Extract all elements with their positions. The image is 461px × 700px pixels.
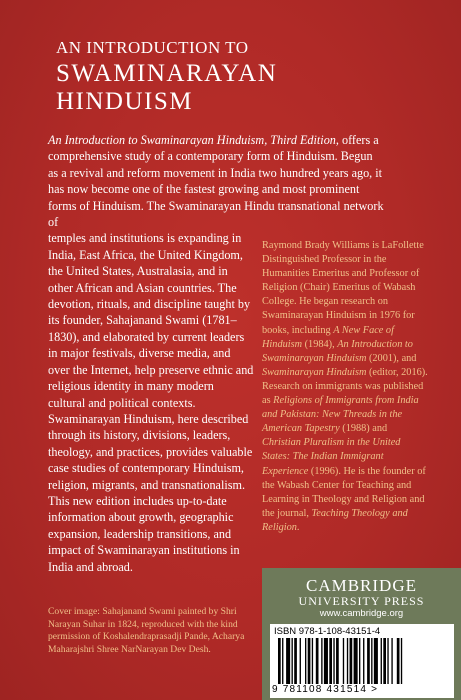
bio-text: Raymond Brady Williams is LaFollette Distinguished Professor in the Humanities Emeritus and Professor of Religion (Chair) Emeritus of Wabash College. He began research on Swaminarayan Hinduism in 1976 for books, including [262, 240, 424, 336]
barcode-panel [270, 624, 454, 698]
bio-text: (1996). He is the founder of the Wabash Center for Teaching and Learning in Theology and Religion and the journal, [262, 465, 426, 519]
barcode-bar [374, 638, 378, 684]
bio-book-title: Swaminarayan Hinduism [262, 366, 367, 378]
bio-text: . [296, 521, 300, 533]
barcode-bar [347, 638, 348, 684]
barcode-icon [278, 638, 448, 684]
barcode-bar [294, 638, 297, 684]
barcode-bar [401, 638, 402, 684]
title-line-3: HINDUISM [56, 88, 193, 115]
barcode-digits: 9 781108 431514 > [272, 684, 379, 695]
barcode-bar [359, 638, 360, 684]
barcode-bar [333, 638, 334, 684]
bio-text: (1984), [302, 338, 338, 350]
barcode-bar [312, 638, 313, 684]
barcode-bar [278, 638, 281, 684]
isbn-label: ISBN 978-1-108-43151-4 [274, 626, 381, 637]
barcode-bar [397, 638, 400, 684]
barcode-bar [300, 638, 301, 684]
barcode-bar [371, 638, 372, 684]
barcode-bar [329, 638, 332, 684]
barcode-bar [343, 638, 344, 684]
barcode-bar [305, 638, 306, 684]
barcode-bar [387, 638, 388, 684]
bio-book-title: An Introduction to Swaminarayan Hinduism [262, 338, 413, 364]
barcode-bar [308, 638, 311, 684]
barcode-bar [292, 638, 293, 684]
bio-journal-title: Teaching Theology and Religion [262, 507, 408, 533]
publisher-box [262, 568, 461, 700]
bio-book-title: Christian Pluralism in the United States: The Indian Immigrant Experience [262, 437, 401, 477]
barcode-bar [391, 638, 392, 684]
title-line-2: SWAMINARAYAN [56, 60, 278, 87]
publisher-press: UNIVERSITY PRESS [298, 594, 425, 608]
barcode-bar [286, 638, 290, 684]
bio-text: (2001), and [366, 352, 417, 364]
bio-text: (1988) and [339, 423, 388, 435]
barcode-bar [316, 638, 319, 684]
bio-text: (editor, 2016). Research on immigrants was published as [262, 366, 428, 407]
bio-book-title: A New Face of Hinduism [262, 324, 394, 350]
barcode-bar [336, 638, 339, 684]
cover-image-credit: Cover image: Sahajanand Swami painted by Shri Narayan Suhar in 1824, reproduced with the kind permission of Koshalendraprasadji Pande, Acharya Maharajshri Shree NarNarayan Dev Desh. [48, 606, 245, 655]
barcode-bar [354, 638, 358, 684]
publisher-url: www.cambridge.org [319, 608, 404, 619]
description-part-2: temples and institutions is expanding in India, East Africa, the United Kingdom, the United States, Australasia, and in other African and Asian countries. The devotion, rituals, and discipline taught by its founder, Sahajanand Swami (1781–1830), and elaborated by current leaders in major festivals, diverse media, and over the Internet, help preserve ethnic and religious identity in many modern cultural and political contexts. Swaminarayan Hinduism, here described through its history, divisions, leaders, theology, and practices, provides valuable case studies of contemporary Hinduism, religion, migrants, and transnationalism. This new edition includes up-to-date information about growth, geographic expansion, leadership transitions, and impact of Swaminarayan institutions in India and abroad. [48, 231, 254, 574]
description-part-1: offers a comprehensive study of a contemporary form of Hinduism. Begun as a revival and reform movement in India two hundred years ago, it has now become one of the fastest growing and most prominent forms of Hinduism. The Swaminarayan Hindu transnational network of [48, 133, 384, 230]
barcode-bar [363, 638, 364, 684]
bio-book-title: Religions of Immigrants from India and Pakistan: New Threads in the American Tapestry [262, 395, 419, 435]
barcode-bar [367, 638, 370, 684]
barcode-bar [321, 638, 322, 684]
barcode-bar [324, 638, 328, 684]
author-bio [262, 239, 428, 535]
book-title [56, 38, 277, 116]
description-lead: An Introduction to Swaminarayan Hinduism, Third Edition, [48, 133, 339, 147]
title-line-1: AN INTRODUCTION TO [56, 38, 249, 57]
barcode-bar [383, 638, 386, 684]
barcode-bar [350, 638, 353, 684]
publisher-name: CAMBRIDGE [305, 576, 417, 595]
barcode-bar [282, 638, 283, 684]
barcode-bar [381, 638, 382, 684]
